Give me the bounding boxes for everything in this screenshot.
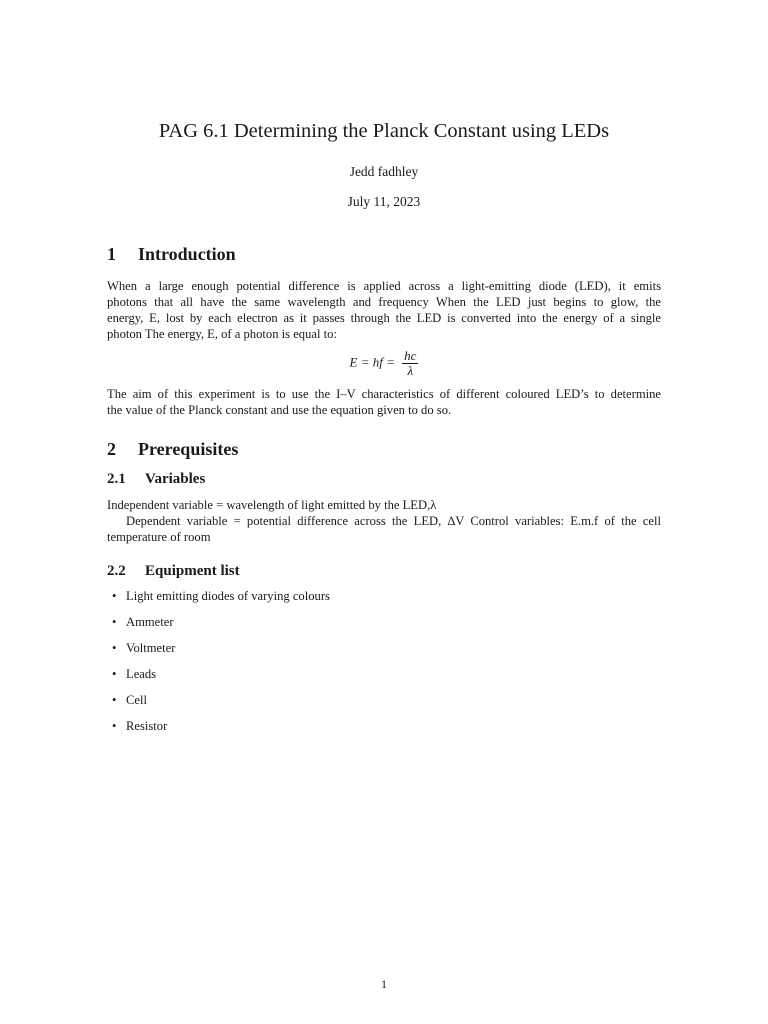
paper-title: PAG 6.1 Determining the Planck Constant using LEDs: [158, 120, 610, 142]
page-number: 1: [381, 977, 387, 991]
section-title: Prerequisites: [138, 439, 239, 459]
section-title: Introduction: [138, 244, 236, 264]
paragraph-line: The aim of this experiment is to use the I–V characteristics of different coloured LED’s to determine: [107, 387, 661, 401]
list-item-text: Cell: [126, 693, 147, 707]
list-item-text: Leads: [126, 667, 157, 681]
list-item-text: Light emitting diodes of varying colours: [126, 589, 330, 603]
section-heading-prerequisites: [107, 439, 238, 460]
bullet-icon: •: [112, 693, 117, 707]
bullet-icon: •: [112, 719, 117, 733]
list-item: [112, 667, 156, 682]
subsection-number: 2.1: [107, 471, 126, 487]
subsection-heading-variables: [107, 471, 205, 488]
equation: [0, 349, 768, 378]
section-number: 2: [107, 439, 116, 459]
list-item: [112, 615, 174, 630]
fraction: [402, 349, 418, 378]
bullet-icon: •: [112, 589, 117, 603]
list-item-text: Resistor: [126, 719, 168, 733]
list-item-text: Ammeter: [126, 615, 174, 629]
list-item: [112, 693, 147, 708]
list-item: [112, 719, 167, 734]
paragraph-line: photon The energy, E, of a photon is equal to:: [107, 327, 337, 341]
paragraph-line: photons that all have the same wavelength and frequency When the LED just begins to glow, the: [107, 295, 661, 309]
subsection-number: 2.2: [107, 563, 126, 579]
subsection-title: Variables: [145, 471, 206, 487]
section-heading-introduction: [107, 244, 236, 265]
paragraph-line: Dependent variable = potential difference across the LED, ∆V Control variables: E.m.f of the cell: [126, 514, 661, 528]
author: Jedd fadhley: [349, 164, 419, 179]
paragraph-line: temperature of room: [107, 530, 211, 544]
paragraph-line: the value of the Planck constant and use the equation given to do so.: [107, 403, 452, 417]
paragraph-line: energy, E, lost by each electron as it passes through the LED is converted into the energy of a single: [107, 311, 661, 325]
list-item: [112, 641, 175, 656]
bullet-icon: •: [112, 667, 117, 681]
paragraph-line: When a large enough potential difference is applied across a light-emitting diode (LED), it emits: [107, 279, 661, 293]
bullet-icon: •: [112, 641, 117, 655]
list-item: [112, 589, 330, 604]
equation-lhs: E = hf =: [349, 354, 395, 370]
date: July 11, 2023: [347, 194, 421, 209]
subsection-heading-equipment: [107, 563, 240, 580]
subsection-title: Equipment list: [145, 563, 240, 579]
bullet-icon: •: [112, 615, 117, 629]
section-number: 1: [107, 244, 116, 264]
list-item-text: Voltmeter: [126, 641, 176, 655]
paragraph-line: Independent variable = wavelength of light emitted by the LED,λ: [107, 498, 437, 512]
denominator: λ: [407, 363, 414, 378]
numerator: hc: [404, 348, 417, 363]
